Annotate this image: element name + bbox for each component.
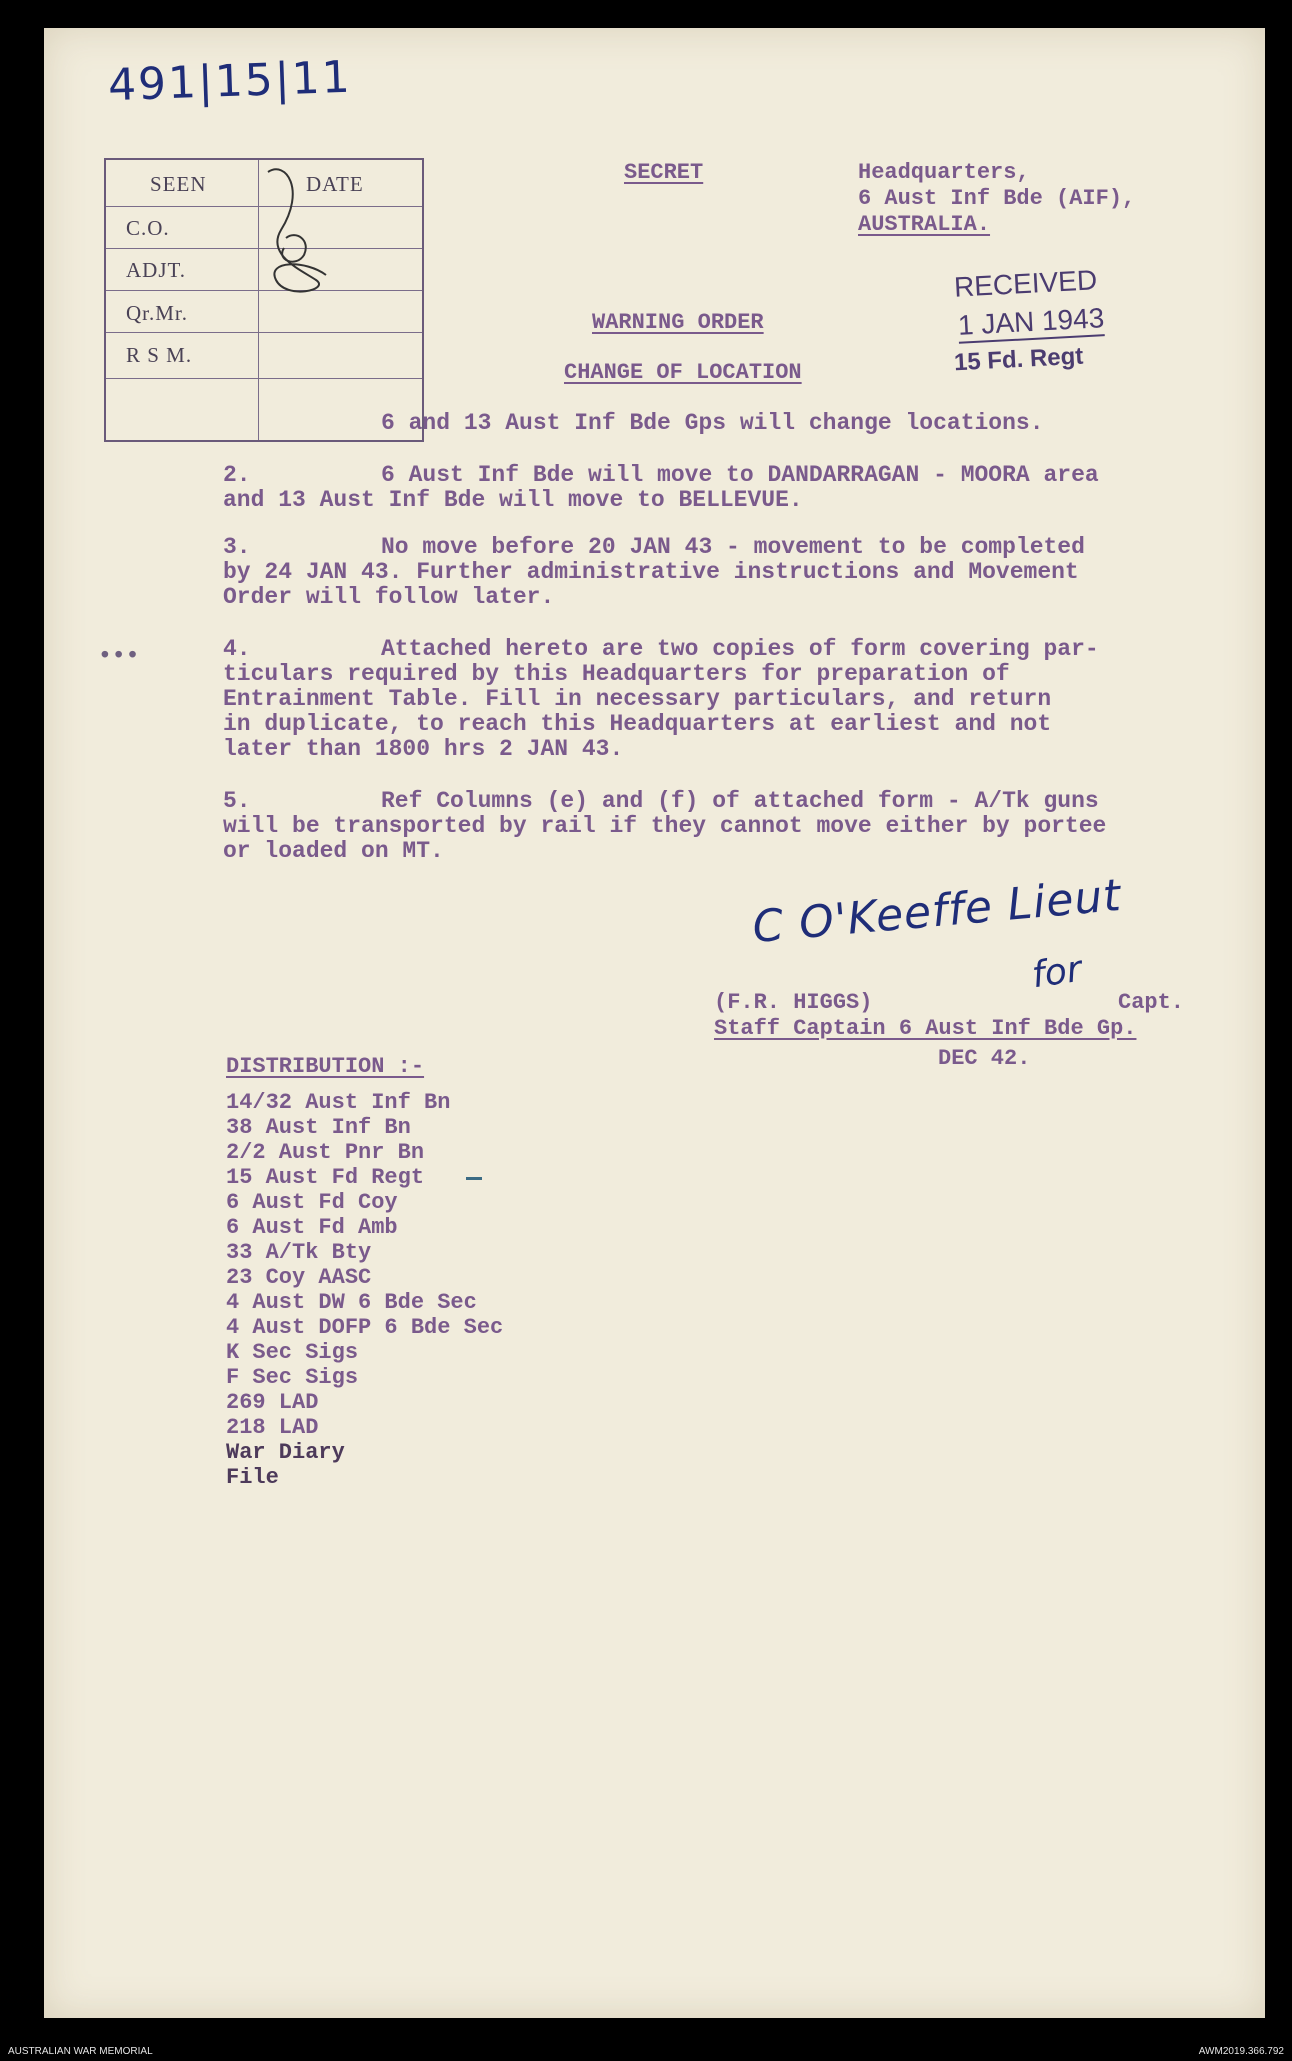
address-line: 6 Aust Inf Bde (AIF), bbox=[858, 186, 1136, 211]
routing-adjt: ADJT. bbox=[126, 258, 187, 282]
paragraph-number: 2. bbox=[223, 462, 251, 488]
paragraph-line: Order will follow later. bbox=[223, 584, 555, 610]
order-subtitle: CHANGE OF LOCATION bbox=[564, 360, 802, 385]
paragraph-number: 3. bbox=[223, 534, 251, 560]
address-line: AUSTRALIA. bbox=[858, 212, 991, 237]
paragraph-line: and 13 Aust Inf Bde will move to BELLEVUE. bbox=[223, 487, 803, 513]
paragraph-line: by 24 JAN 43. Further administrative instructions and Movement bbox=[223, 559, 1079, 585]
distribution-item: 33 A/Tk Bty bbox=[226, 1240, 372, 1265]
signatory-name: (F.R. HIGGS) bbox=[714, 990, 873, 1015]
seen-header: SEEN bbox=[150, 172, 207, 196]
paragraph-number: 5. bbox=[223, 788, 251, 814]
paragraph-line: Attached hereto are two copies of form covering par- bbox=[381, 636, 1099, 662]
distribution-item: 6 Aust Fd Amb bbox=[226, 1215, 398, 1240]
paragraph-line: 6 Aust Inf Bde will move to DANDARRAGAN - MOORA area bbox=[381, 462, 1099, 488]
file-reference: 491|15|11 bbox=[107, 51, 353, 112]
distribution-item: File bbox=[226, 1465, 279, 1490]
initials-scribble bbox=[246, 160, 346, 310]
distribution-heading: DISTRIBUTION :- bbox=[226, 1054, 425, 1079]
signatory-rank: Capt. bbox=[1118, 990, 1185, 1015]
paragraph-number: 4. bbox=[223, 636, 251, 662]
classification-heading: SECRET bbox=[624, 160, 704, 185]
dash-mark bbox=[466, 1177, 482, 1180]
routing-box bbox=[104, 158, 424, 442]
received-stamp-title: RECEIVED bbox=[953, 264, 1098, 303]
routing-qrmr: Qr.Mr. bbox=[126, 301, 189, 325]
paragraph-line: Entrainment Table. Fill in necessary particulars, and return bbox=[223, 686, 1052, 712]
archive-credit: AUSTRALIAN WAR MEMORIAL bbox=[8, 2046, 153, 2057]
paragraph-1: 6 and 13 Aust Inf Bde Gps will change locations. bbox=[381, 410, 1044, 436]
distribution-item: 14/32 Aust Inf Bn bbox=[226, 1090, 451, 1115]
routing-rsm: R S M. bbox=[126, 343, 193, 367]
distribution-item: F Sec Sigs bbox=[226, 1365, 359, 1390]
distribution-item: 4 Aust DOFP 6 Bde Sec bbox=[226, 1315, 504, 1340]
routing-co: C.O. bbox=[126, 216, 170, 240]
handwritten-signature: C O'Keeffe Lieut bbox=[750, 869, 1124, 954]
distribution-item: 2/2 Aust Pnr Bn bbox=[226, 1140, 425, 1165]
distribution-item: 38 Aust Inf Bn bbox=[226, 1115, 411, 1140]
signatory-title: Staff Captain 6 Aust Inf Bde Gp. bbox=[714, 1016, 1137, 1041]
routing-box-rule bbox=[106, 378, 422, 379]
archive-reference: AWM2019.366.792 bbox=[1198, 2046, 1284, 2057]
paragraph-line: later than 1800 hrs 2 JAN 43. bbox=[223, 736, 624, 762]
paragraph-line: in duplicate, to reach this Headquarters at earliest and not bbox=[223, 711, 1052, 737]
distribution-item: War Diary bbox=[226, 1440, 345, 1465]
handwritten-for: for bbox=[1029, 948, 1085, 997]
order-date: DEC 42. bbox=[938, 1046, 1031, 1071]
distribution-item: 6 Aust Fd Coy bbox=[226, 1190, 398, 1215]
distribution-item: K Sec Sigs bbox=[226, 1340, 359, 1365]
order-title: WARNING ORDER bbox=[592, 310, 764, 335]
address-line: Headquarters, bbox=[858, 160, 1030, 185]
routing-box-rule bbox=[106, 332, 422, 333]
received-stamp-unit: 15 Fd. Regt bbox=[953, 342, 1084, 377]
paragraph-line: No move before 20 JAN 43 - movement to be completed bbox=[381, 534, 1085, 560]
paragraph-line: will be transported by rail if they cannot move either by portee bbox=[223, 813, 1107, 839]
paragraph-line: ticulars required by this Headquarters for preparation of bbox=[223, 661, 1010, 687]
received-stamp-date: 1 JAN 1943 bbox=[957, 302, 1105, 344]
distribution-item: 4 Aust DW 6 Bde Sec bbox=[226, 1290, 477, 1315]
distribution-item: 15 Aust Fd Regt bbox=[226, 1165, 425, 1190]
distribution-item: 218 LAD bbox=[226, 1415, 319, 1440]
date-header: DATE bbox=[306, 172, 364, 196]
margin-mark: ••• bbox=[98, 643, 140, 669]
paragraph-line: or loaded on MT. bbox=[223, 838, 444, 864]
distribution-item: 269 LAD bbox=[226, 1390, 319, 1415]
distribution-item: 23 Coy AASC bbox=[226, 1265, 372, 1290]
paragraph-line: Ref Columns (e) and (f) of attached form - A/Tk guns bbox=[381, 788, 1099, 814]
